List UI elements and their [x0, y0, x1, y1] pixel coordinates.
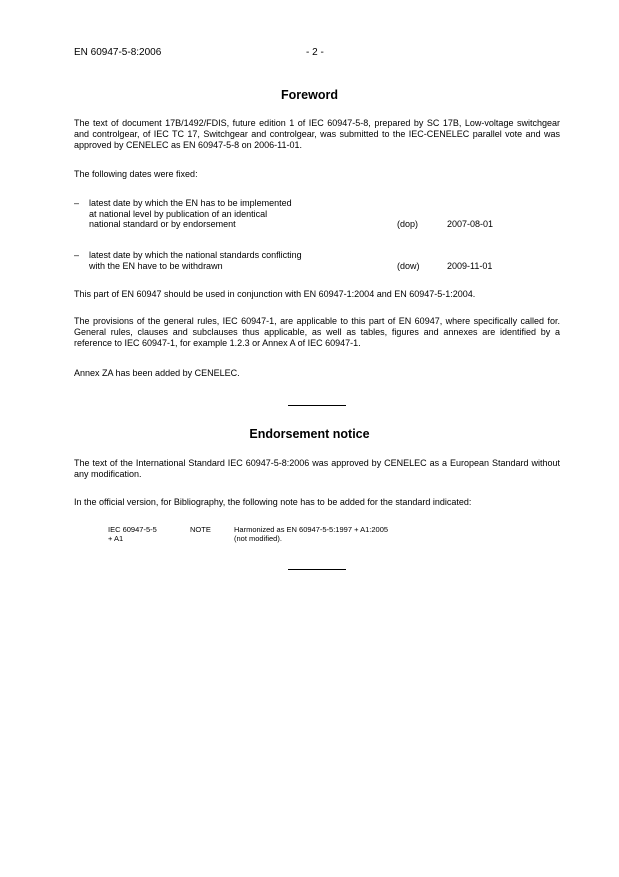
list-dash: –	[74, 198, 80, 208]
endorsement-paragraph: The text of the International Standard IEC 60947-5-8:2006 was approved by CENELEC as a European Standard without any modification.	[74, 458, 560, 479]
section-divider	[288, 405, 346, 406]
header-page-number: - 2 -	[306, 47, 324, 58]
note-label: NOTE	[190, 525, 211, 534]
date-description: latest date by which the EN has to be implemented at national level by publication of an identical national standard or by endorsement	[89, 198, 292, 229]
date-abbreviation: (dop)	[397, 219, 419, 229]
date-value: 2009-11-01	[447, 260, 493, 271]
date-description: latest date by which the national standards conflicting with the EN have to be withdrawn	[89, 250, 302, 271]
foreword-title: Foreword	[281, 88, 338, 102]
provisions-paragraph: The provisions of the general rules, IEC 60947-1, are applicable to this part of EN 60947, where specifically called for. General rules, clauses and subclauses thus applicable, as well as tables, figures and annexes are identified by a reference to IEC 60947-1, for example 1.2.3 or Annex A of IEC 60947-1.	[74, 316, 560, 348]
date-abbreviation: (dow)	[397, 260, 420, 271]
note-standard-reference: IEC 60947-5-5 + A1	[108, 525, 157, 543]
list-dash: –	[74, 250, 80, 260]
annex-paragraph: Annex ZA has been added by CENELEC.	[74, 368, 240, 378]
end-divider	[288, 569, 346, 570]
foreword-intro-paragraph: The text of document 17B/1492/FDIS, future edition 1 of IEC 60947-5-8, prepared by SC 17B, Low-voltage switchgear and controlgear, of IEC TC 17, Switchgear and controlgear, was submitted to the IEC-CENELEC parallel vote and was approved by CENELEC as EN 60947-5-8 on 2006-11-01.	[74, 118, 560, 150]
date-value: 2007-08-01	[447, 219, 494, 229]
header-document-id: EN 60947-5-8:2006	[74, 47, 162, 58]
conjunction-paragraph: This part of EN 60947 should be used in conjunction with EN 60947-1:2004 and EN 60947-5-1:2004.	[74, 289, 476, 299]
endorsement-title: Endorsement notice	[249, 427, 370, 441]
official-version-paragraph: In the official version, for Bibliography, the following note has to be added for the standard indicated:	[74, 497, 472, 507]
note-text: Harmonized as EN 60947-5-5:1997 + A1:2005 (not modified).	[234, 525, 389, 543]
dates-intro: The following dates were fixed:	[74, 169, 198, 179]
